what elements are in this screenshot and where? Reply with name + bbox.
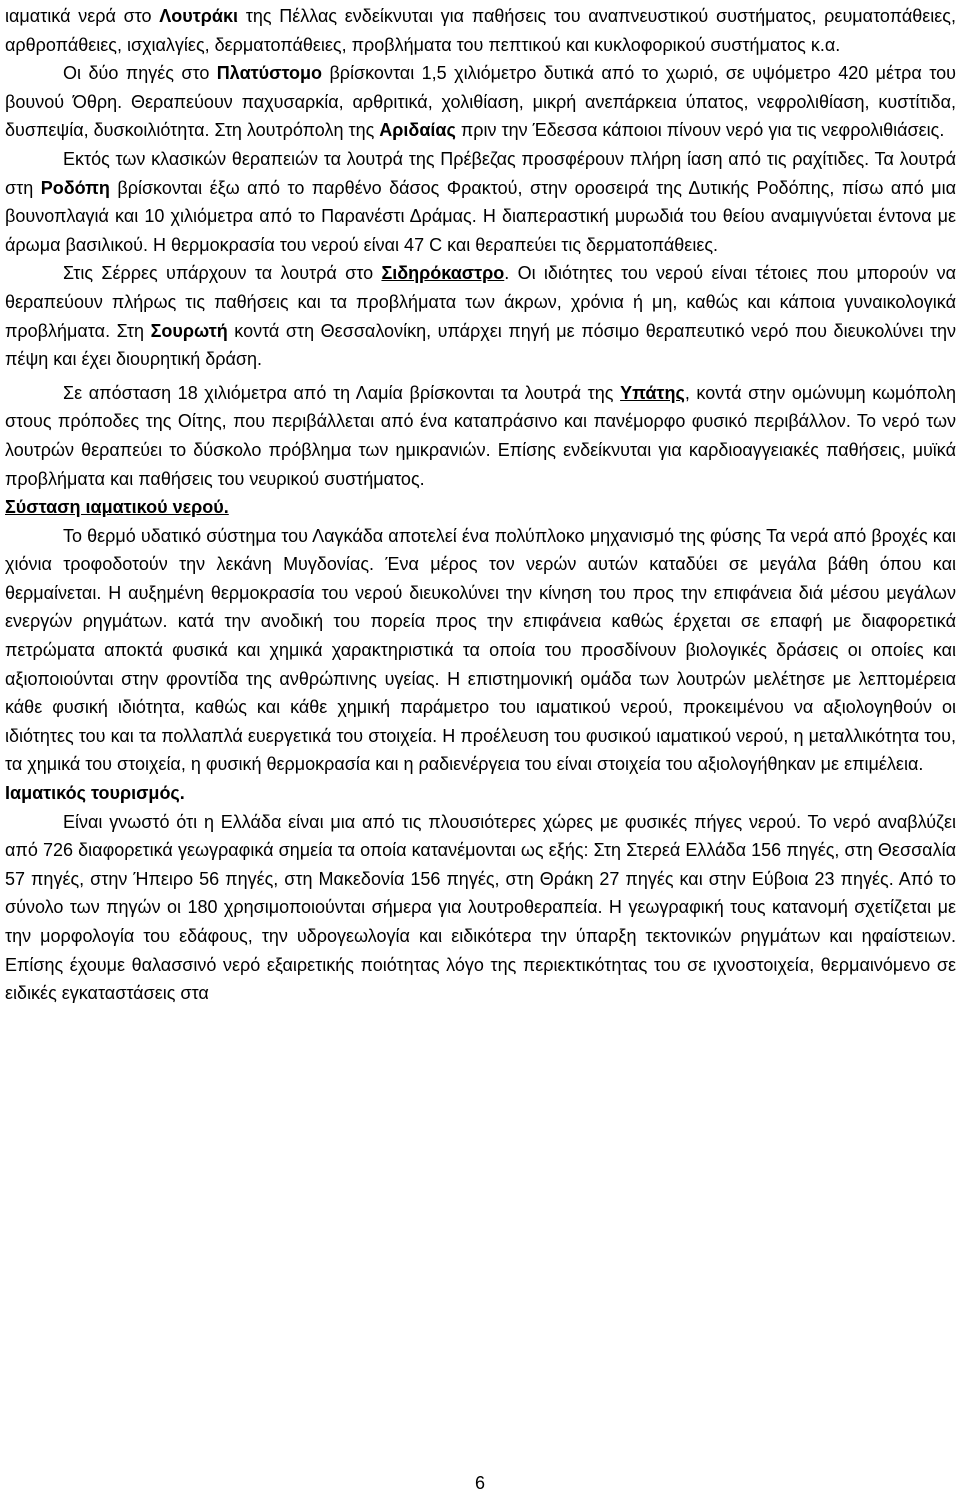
text-run: της Πέλλας ενδείκνυται για παθήσεις του αναπνευστικού συστήματος, ρευματοπάθειες, αρθροπάθειες, ισχιαλγίες, δερματοπάθειες, προβλήματα του πεπτικού και κυκλοφορικού συστήματος κ.α.	[5, 6, 956, 55]
paragraph	[5, 259, 956, 373]
emphasized-place-name: Ροδόπη	[40, 177, 110, 198]
page-number: 6	[474, 1473, 485, 1493]
emphasized-place-name: Αριδαίας	[379, 120, 456, 141]
paragraph	[5, 145, 956, 259]
emphasized-place-name: Σουρωτή	[150, 320, 228, 341]
text-run: Το θερμό υδατικό σύστημα του Λαγκάδα αποτελεί ένα πολύπλοκο μηχανισμό της φύσης Τα νερά από βροχές και χιόνια τροφοδοτούν την λεκάνη Μυγδονίας. Ένα μέρος τον νερών αυτών καταδύει σε μεγάλα βάθη όπου και θερμαίνεται. Η αυξημένη θερμοκρασία του νερού διευκολύνει την κίνηση του προς την επιφάνεια διά μέσου μεγάλων ενεργών ρηγμάτων. κατά την ανοδική του πορεία προς την επιφάνεια καθώς έρχεται σε επαφή με διαφορετικά πετρώματα αποκτά φυσικά και χημικά χαρακτηριστικά τα οποία του προσδίνουν βιολογικές δράσεις οι οποίες και αξιοποιούνται στην φροντίδα της ανθρώπινης υγείας. Η επιστημονική ομάδα των λουτρών μελέτησε με λεπτομέρεια κάθε φυσική ιδιότητα, καθώς και κάθε χημική παράμετρο του ιαματικού νερού, προκειμένου να αξιολογηθούν οι ιδιότητες του και τα πολλαπλά ευεργετικά του στοιχεία. Η προέλευση του φυσικού ιαματικού νερού, η μεταλλικότητα του, τα χημικά του στοιχεία, η φυσική θερμοκρασία και η ραδιενέργεια του είναι στοιχεία του αξιολογήθηκαν με επιμέλεια.	[5, 525, 956, 775]
paragraph	[5, 2, 956, 59]
emphasized-place-name: Υπάτης	[620, 382, 685, 403]
text-run: πριν την Έδεσσα κάποιοι πίνουν νερό για τις νεφρολιθιάσεις.	[455, 120, 945, 141]
heading-spa-tourism: Ιαματικός τουρισμός.	[5, 783, 185, 804]
section-spa-tourism	[5, 808, 956, 1008]
text-run: Οι δύο πηγές στο	[63, 63, 217, 84]
paragraph	[5, 808, 956, 1008]
document-body	[5, 2, 956, 1008]
paragraph	[5, 59, 956, 145]
text-run: Σε απόσταση 18 χιλιόμετρα από τη Λαμία βρίσκονται τα λουτρά της	[63, 382, 621, 403]
text-run: . Οι ιδιότητες του νερού είναι τέτοιες που μπορούν να θεραπεύουν πλήρως τις παθήσεις και τα προβλήματα των άκρων, χρόνια ή μη, καθώς και κάποια γυναικολογικά προβλήματα. Στη	[5, 263, 957, 341]
section-spa-locations	[5, 2, 956, 493]
emphasized-place-name: Πλατύστομο	[216, 63, 322, 84]
heading-thermal-water-composition: Σύσταση ιαματικού νερού.	[5, 497, 229, 518]
text-run: Στις Σέρρες υπάρχουν τα λουτρά στο	[63, 263, 382, 284]
text-run: ιαματικά νερά στο	[5, 6, 160, 26]
text-run: κοντά στη Θεσσαλονίκη, υπάρχει πηγή με πόσιμο θεραπευτικό νερό που διευκολύνει την πέψη και έχει διουρητική δράση.	[5, 320, 956, 370]
text-run: Εκτός των κλασικών θεραπειών τα λουτρά της Πρέβεζας προσφέρουν πλήρη ίαση από τις ραχίτιδες. Τα λουτρά στη	[5, 148, 956, 198]
paragraph	[5, 379, 956, 493]
text-run: βρίσκονται 1,5 χιλιόμετρο δυτικά από το χωριό, σε υψόμετρο 420 μέτρα του βουνού Όθρη. Θεραπεύουν παχυσαρκία, αρθριτικά, χολιθίαση, μικρή ανεπάρκεια ύπατος, νεφρολιθίαση, κυστίτιδα, δυσπεψία, δυσκοιλιότητα. Στη λουτρόπολη της	[5, 63, 956, 141]
emphasized-place-name: Λουτράκι	[159, 6, 239, 26]
section-thermal-water-composition	[5, 522, 956, 779]
text-run: Είναι γνωστό ότι η Ελλάδα είναι μια από τις πλουσιότερες χώρες με φυσικές πήγες νερού. Το νερό αναβλύζει από 726 διαφορετικά γεωγραφικά σημεία τα οποία κατανέμονται ως εξής: Στη Στερεά Ελλάδα 156 πηγές, στη Θεσσαλία 57 πηγές, στην Ήπειρο 56 πηγές, στη Μακεδονία 156 πηγές, στη Θράκη 27 πηγές και στην Εύβοια 23 πηγές. Από το σύνολο των πηγών οι 180 χρησιμοποιούνται σήμερα για λουτροθεραπεία. Η γεωγραφική τους κατανομή σχετίζεται με την μορφολογία του εδάφους, την υδρογεωλογία και ειδικότερα την ύπαρξη τεκτονικών ρηγμάτων και ηφαίστειων. Επίσης έχουμε θαλασσινό νερό εξαιρετικής ποιότητας λόγο της περιεκτικότητας του σε ιχνοστοιχεία, θερμαινόμενο σε ειδικές εγκαταστάσεις στα	[5, 811, 956, 1004]
text-run: βρίσκονται έξω από το παρθένο δάσος Φρακτού, στην οροσειρά της Δυτικής Ροδόπης, πίσω από μια βουνοπλαγιά και 10 χιλιόμετρα από το Παρανέστι Δράμας. Η διαπεραστική μυρωδιά του θείου αναμιγνύεται έντονα με άρωμα βασιλικού. Η θερμοκρασία του νερού είναι 47 C και θεραπεύει τις δερματοπάθειες.	[5, 177, 957, 255]
paragraph	[5, 522, 956, 779]
text-run: , κοντά στην ομώνυμη κωμόπολη στους πρόποδες της Οίτης, που περιβάλλεται από ένα καταπράσινο και πανέμορφο φυσικό περιβάλλον. Το νερό των λουτρών θεραπεύει το δύσκολο πρόβλημα των ημικρανιών. Επίσης ενδείκνυται για καρδιοαγγειακές παθήσεις, μυϊκά προβλήματα και παθήσεις του νευρικού συστήματος.	[5, 382, 956, 489]
emphasized-place-name: Σιδηρόκαστρο	[381, 263, 505, 284]
